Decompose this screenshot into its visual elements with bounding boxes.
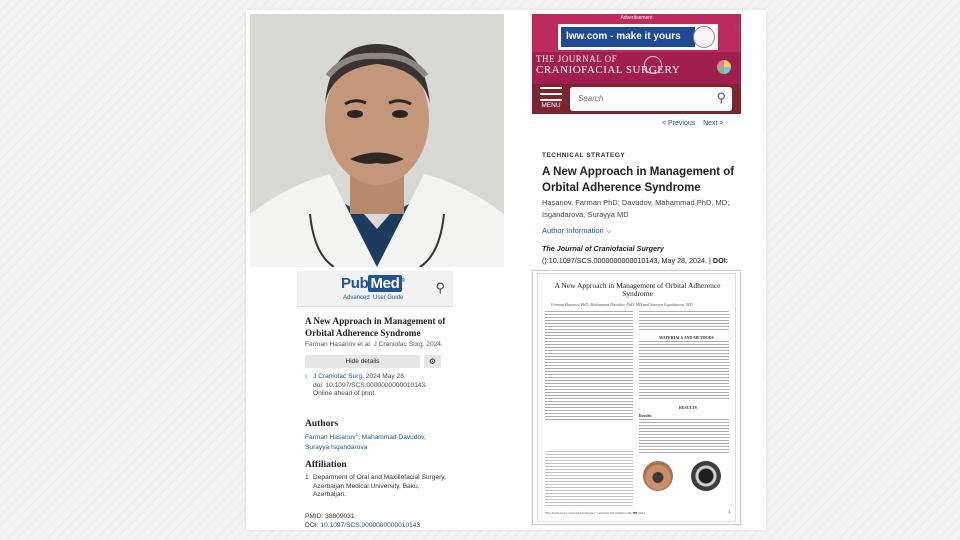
journal-navbar xyxy=(532,84,741,114)
advertisement-banner[interactable] xyxy=(532,22,741,52)
author-separator: , xyxy=(358,434,360,442)
pdf-figure-eye-photo xyxy=(643,461,673,491)
pubmed-header xyxy=(297,271,453,307)
menu-label: MENU xyxy=(541,102,561,109)
doi-row xyxy=(305,522,451,530)
pdf-authors: Farman Hasanov, PhD, Mahammad Davudov, PhD, MD and Surayya Isgandarova, MD xyxy=(551,302,693,307)
citation-date: . 2024 May 28. xyxy=(362,373,406,380)
hide-details-button[interactable]: Hide details xyxy=(305,355,420,368)
pubmed-logo-mark: ® xyxy=(401,278,405,284)
journal-title-line1: THE JOURNAL OF xyxy=(536,54,618,64)
pdf-text-column-right-3 xyxy=(639,419,729,455)
ad-badge-icon xyxy=(693,26,715,48)
citation-status: Online ahead of print. xyxy=(313,390,377,398)
society-seal-icon xyxy=(644,56,662,74)
author-link-davudov[interactable]: Mahammad Davudov xyxy=(361,434,424,442)
authors-list xyxy=(305,432,451,454)
pubmed-authors-line: Farman Hasanov et al. J Craniofac Surg. 2024. xyxy=(305,341,443,348)
pubmed-citation xyxy=(305,373,451,399)
author-link-isgandarova[interactable]: Surayya Isgandarova xyxy=(305,444,368,452)
pdf-title: A New Approach in Management of Orbital Adherence Syndrome xyxy=(554,281,721,299)
chevron-right-icon: › xyxy=(305,373,308,380)
author-photo xyxy=(250,14,504,267)
wolters-kluwer-logo-icon xyxy=(717,60,731,74)
menu-button[interactable] xyxy=(540,87,562,109)
pdf-heading-methods: MATERIALS AND METHODS xyxy=(659,335,714,340)
article-authors: Hasanov, Farman PhD; Davudov, Mahammad PhD, MD; Isgandarova, Surayya MD xyxy=(542,198,730,219)
author-affiliation-sup: 1 xyxy=(355,432,359,437)
affiliation-number: 1 xyxy=(305,474,309,481)
pdf-heading-results: RESULTS xyxy=(679,405,697,410)
citation-doi: doi: 10.1097/SCS.0000000000010143. xyxy=(313,381,428,389)
affiliation-text: Department of Oral and Maxillofacial Surgery, Azerbaijan Medical University, Baku, Azerbaijan. xyxy=(313,474,446,499)
article-title: A New Approach in Management of Orbital Adherence Syndrome xyxy=(542,166,735,195)
affiliation-item xyxy=(305,474,451,500)
ad-content[interactable] xyxy=(558,24,718,50)
author-information-label: Author Information xyxy=(542,226,604,235)
pdf-preview[interactable] xyxy=(532,270,741,525)
pdf-text-column-right xyxy=(639,311,729,331)
advertisement-label: Advertisement xyxy=(532,14,741,22)
doi-label: DOI: xyxy=(305,522,319,529)
authors-heading: Authors xyxy=(305,419,339,429)
author-separator: , xyxy=(423,434,426,442)
journal-name: The Journal of Craniofacial Surgery xyxy=(542,244,664,253)
search-icon[interactable]: ⚲ xyxy=(716,90,726,105)
pubmed-sublinks xyxy=(343,295,403,301)
pdf-figure-endoscopic-photo xyxy=(691,461,721,491)
search-input[interactable] xyxy=(570,87,732,111)
doi-text: ():10.1097/SCS.0000000000010143, May 28, 2024. | xyxy=(542,256,711,265)
affiliation-heading: Affiliation xyxy=(305,460,347,470)
hamburger-icon xyxy=(540,87,562,101)
pubmed-article-title: A New Approach in Management of Orbital Adherence Syndrome xyxy=(305,316,446,338)
doi-link[interactable]: 10.1097/SCS.0000000000010143 xyxy=(320,522,421,529)
chevron-down-circle-icon: ⌵ xyxy=(605,226,612,235)
pdf-text-column-right-2 xyxy=(639,341,729,401)
pubmed-logo[interactable] xyxy=(341,275,405,292)
search-icon[interactable]: ⚲ xyxy=(435,280,445,295)
pdf-page-number: 1 xyxy=(728,509,731,514)
article-pager xyxy=(662,120,724,127)
pdf-heading-results-2: Results xyxy=(639,413,652,418)
pdf-text-column-left xyxy=(545,311,633,421)
ad-text[interactable]: lww.com - make it yours xyxy=(561,27,695,47)
advanced-link[interactable]: Advanced xyxy=(343,295,370,301)
next-link[interactable]: Next > xyxy=(703,120,724,127)
user-guide-link[interactable]: User Guide xyxy=(373,295,404,301)
pdf-footnotes xyxy=(545,451,633,507)
gear-icon[interactable]: ⚙ xyxy=(424,355,441,368)
article-section: TECHNICAL STRATEGY xyxy=(542,152,626,159)
article-doi-line xyxy=(542,256,738,265)
ad-close-icon[interactable]: ✕ xyxy=(733,24,739,31)
pmid: PMID: 38809031 xyxy=(305,513,355,520)
author-link-hasanov[interactable]: Farman Hasanov xyxy=(305,434,356,442)
author-information-toggle[interactable] xyxy=(542,226,738,236)
previous-link[interactable]: < Previous xyxy=(662,120,696,127)
citation-journal-link[interactable]: J Craniofac Surg xyxy=(313,373,363,380)
pdf-footer: The Journal of Craniofacial Surgery • Volume 00, Number 00, ■■ 2024 xyxy=(545,511,646,515)
journal-masthead[interactable] xyxy=(532,52,741,84)
pubmed-logo-med: Med xyxy=(370,275,400,292)
doi-label: DOI: xyxy=(712,256,729,265)
pubmed-logo-pub: Pub xyxy=(341,275,369,292)
journal-title-line2: CRANIOFACIAL SURGERY xyxy=(536,64,681,76)
search-placeholder: Search xyxy=(578,94,604,103)
